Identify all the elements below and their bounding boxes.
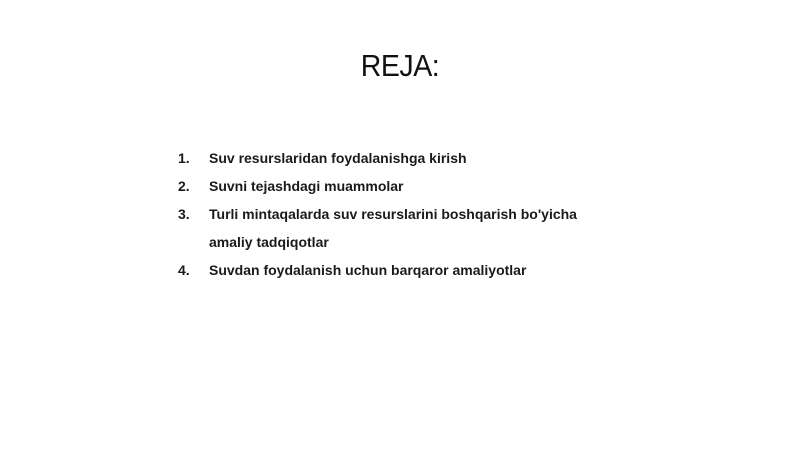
plan-list: [178, 144, 598, 284]
list-item-number: 1.: [178, 150, 190, 166]
list-item: [178, 172, 598, 200]
list-item-number: 4.: [178, 262, 190, 278]
list-item: [178, 200, 598, 256]
list-item: [178, 256, 598, 284]
list-item-number: 2.: [178, 178, 190, 194]
list-item-number: 3.: [178, 206, 190, 222]
list-item: [178, 144, 598, 172]
slide-title: REJA:: [360, 48, 440, 83]
list-item-text: Turli mintaqalarda suv resurslarini boshqarish bo'yicha amaliy tadqiqotlar: [209, 206, 577, 250]
list-item-text: Suvni tejashdagi muammolar: [209, 178, 404, 194]
list-item-text: Suv resurslaridan foydalanishga kirish: [209, 150, 467, 166]
list-item-text: Suvdan foydalanish uchun barqaror amaliyotlar: [209, 262, 527, 278]
